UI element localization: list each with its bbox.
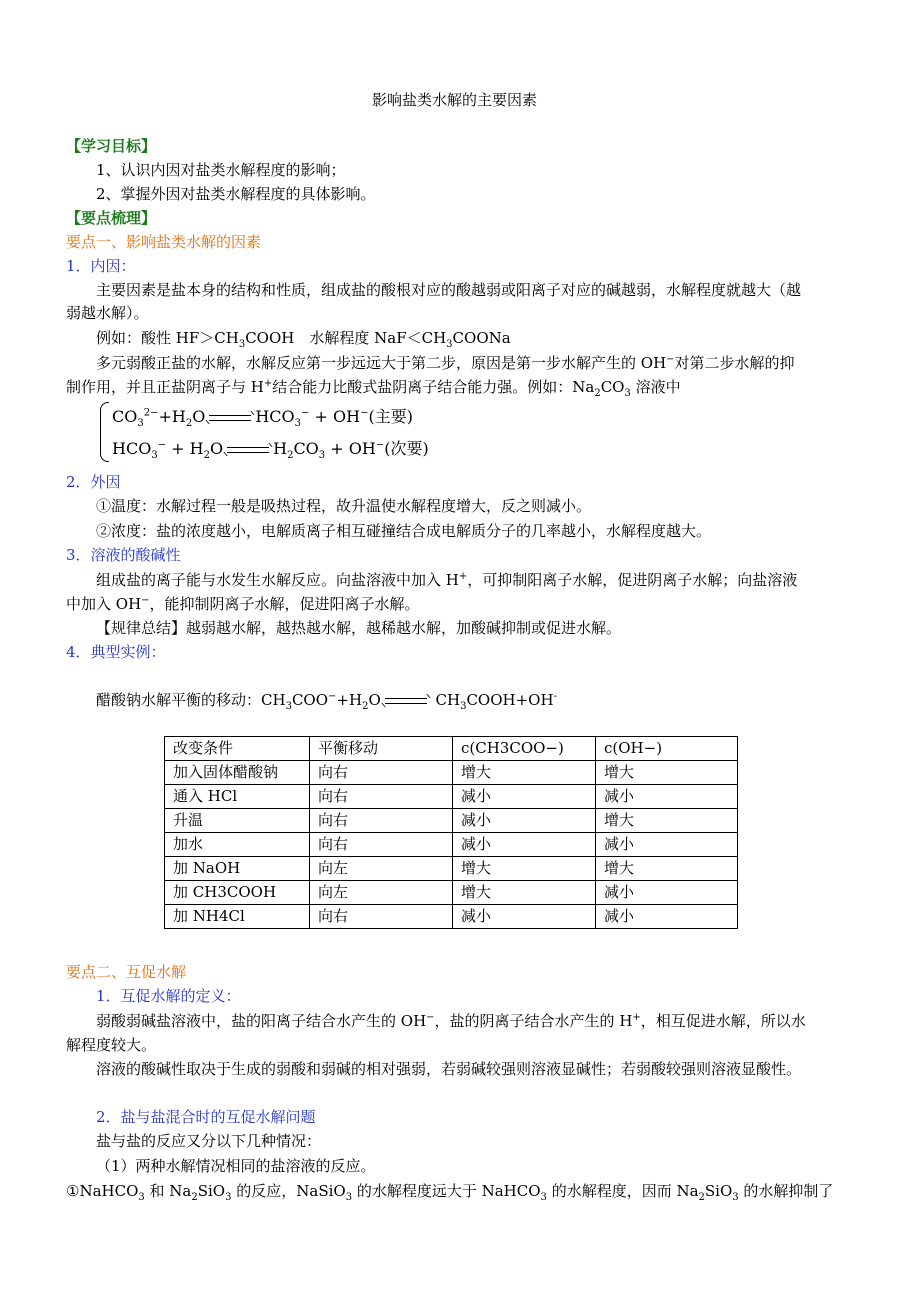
salt-mixing-case-1-detail: ①NaHCO$_3$ 和 $Na_2SiO_3$ 的反应，NaSiO$_3$ 的水解程度远大于 NaHCO$_3$ 的水解程度，因而 $Na_2SiO_3$ 的水解抑制了 <box>66 1182 834 1203</box>
sodium-acetate-equation: 醋酸钠水解平衡的移动：$CH_3COO^-+H_2O$ $CH_3COOH+OH^-$ <box>96 691 557 712</box>
equation-brace <box>100 402 109 462</box>
internal-paragraph-line-1: 主要因素是盐本身的结构和性质，组成盐的酸根对应的酸越弱或阳离子对应的碱越弱，水解程度就越大（越 <box>96 281 802 299</box>
table-cell: 增大 <box>596 809 738 833</box>
table-cell: 增大 <box>596 761 738 785</box>
table-cell: 增大 <box>453 761 596 785</box>
table-cell: 加入固体醋酸钠 <box>165 761 310 785</box>
external-temperature: ①温度：水解过程一般是吸热过程，故升温使水解程度增大，反之则减小。 <box>96 497 592 515</box>
mutual-acidity-paragraph: 溶液的酸碱性取决于生成的弱酸和弱碱的相对强弱，若弱碱较强则溶液显碱性；若弱酸较强则溶液显酸性。 <box>96 1060 802 1078</box>
table-cell: 向右 <box>310 833 453 857</box>
section-external-factors-title: 2．外因 <box>66 473 121 491</box>
mutual-definition-line-1: 弱酸弱碱盐溶液中，盐的阳离子结合水产生的 OH−，盐的阴离子结合水产生的 H+，相互促进水解，所以水 <box>96 1012 806 1030</box>
table-row <box>165 785 738 809</box>
mutual-definition-line-2: 解程度较大。 <box>66 1036 157 1054</box>
table-cell: 减小 <box>453 809 596 833</box>
table-header-cell: 平衡移动 <box>310 737 453 761</box>
polyacid-paragraph-line-2: 制作用，并且正盐阴离子与 H+结合能力比酸式盐阴离子结合能力强。例如：$Na_2CO_3$ 溶液中 <box>66 378 681 399</box>
table-cell: 向右 <box>310 785 453 809</box>
section-salt-mixing-title: 2．盐与盐混合时的互促水解问题 <box>96 1108 316 1126</box>
table-cell: 向右 <box>310 809 453 833</box>
table-header-cell: 改变条件 <box>165 737 310 761</box>
section-internal-factors-title: 1．内因： <box>66 257 136 275</box>
table-cell: 增大 <box>596 857 738 881</box>
table-row <box>165 905 738 929</box>
table-row <box>165 761 738 785</box>
table-cell: 向右 <box>310 761 453 785</box>
table-cell: 减小 <box>596 905 738 929</box>
acidity-paragraph-line-2: 中加入 OH−，能抑制阴离子水解，促进阳离子水解。 <box>66 595 420 613</box>
table-cell: 向右 <box>310 905 453 929</box>
goal-item-2: 2、掌握外因对盐类水解程度的具体影响。 <box>96 185 376 203</box>
salt-mixing-intro: 盐与盐的反应又分以下几种情况： <box>96 1132 322 1150</box>
acidity-paragraph-line-1: 组成盐的离子能与水发生水解反应。向盐溶液中加入 H+，可抑制阳离子水解，促进阴离子水解；向盐溶液 <box>96 571 798 589</box>
equilibrium-arrow-icon <box>227 445 269 455</box>
table-cell: 加 NH4Cl <box>165 905 310 929</box>
table-cell: 减小 <box>596 785 738 809</box>
section-mutual-definition-title: 1．互促水解的定义： <box>96 987 241 1005</box>
internal-paragraph-line-2: 弱越水解）。 <box>66 304 149 322</box>
table-header-cell: c(CH3COO−) <box>453 737 596 761</box>
table-cell: 增大 <box>453 857 596 881</box>
table-header-cell: c(OH−) <box>596 737 738 761</box>
table-cell: 减小 <box>596 881 738 905</box>
goals-header: 【学习目标】 <box>66 137 157 155</box>
example-line: 例如：酸性 $HF>CH_3COOH$ 水解程度 $NaF<CH_3COONa$ <box>96 329 511 350</box>
hydrolysis-equation-1: $CO_3^{2-}+H_2O$ $HCO_3^- + OH^-$(主要) <box>112 407 413 430</box>
equilibrium-arrow-icon <box>209 413 251 423</box>
goal-item-1: 1、认识内因对盐类水解程度的影响； <box>96 161 346 179</box>
table-cell: 向左 <box>310 857 453 881</box>
table-row <box>165 881 738 905</box>
salt-mixing-case-1: （1）两种水解情况相同的盐溶液的反应。 <box>96 1157 376 1175</box>
table-cell: 减小 <box>453 785 596 809</box>
points-header: 【要点梳理】 <box>66 209 157 227</box>
external-concentration: ②浓度：盐的浓度越小，电解质离子相互碰撞结合成电解质分子的几率越小，水解程度越大。 <box>96 522 712 540</box>
section-acidity-title: 3．溶液的酸碱性 <box>66 546 181 564</box>
table-cell: 减小 <box>453 905 596 929</box>
table-cell: 升温 <box>165 809 310 833</box>
table-cell: 向左 <box>310 881 453 905</box>
point2-heading: 要点二、互促水解 <box>66 963 187 981</box>
table-cell: 通入 HCl <box>165 785 310 809</box>
section-examples-title: 4．典型实例： <box>66 643 166 661</box>
table-cell: 加 NaOH <box>165 857 310 881</box>
table-cell: 减小 <box>453 833 596 857</box>
equilibrium-arrow-icon <box>385 696 427 706</box>
table-header-row <box>165 737 738 761</box>
rule-summary: 【规律总结】越弱越水解，越热越水解，越稀越水解，加酸碱抑制或促进水解。 <box>96 619 622 637</box>
table-cell: 减小 <box>596 833 738 857</box>
table-cell: 加水 <box>165 833 310 857</box>
equilibrium-shift-table <box>164 736 738 929</box>
page-title: 影响盐类水解的主要因素 <box>372 91 538 109</box>
polyacid-paragraph-line-1: 多元弱酸正盐的水解，水解反应第一步远远大于第二步，原因是第一步水解产生的 OH−对第二步水解的抑 <box>96 354 795 372</box>
table-row <box>165 809 738 833</box>
hydrolysis-equation-2: $HCO_3^- + H_2O$ $H_2CO_3 + OH^-$(次要) <box>112 439 429 462</box>
table-row <box>165 857 738 881</box>
table-cell: 加 CH3COOH <box>165 881 310 905</box>
point1-heading: 要点一、影响盐类水解的因素 <box>66 233 262 251</box>
table-cell: 增大 <box>453 881 596 905</box>
table-row <box>165 833 738 857</box>
